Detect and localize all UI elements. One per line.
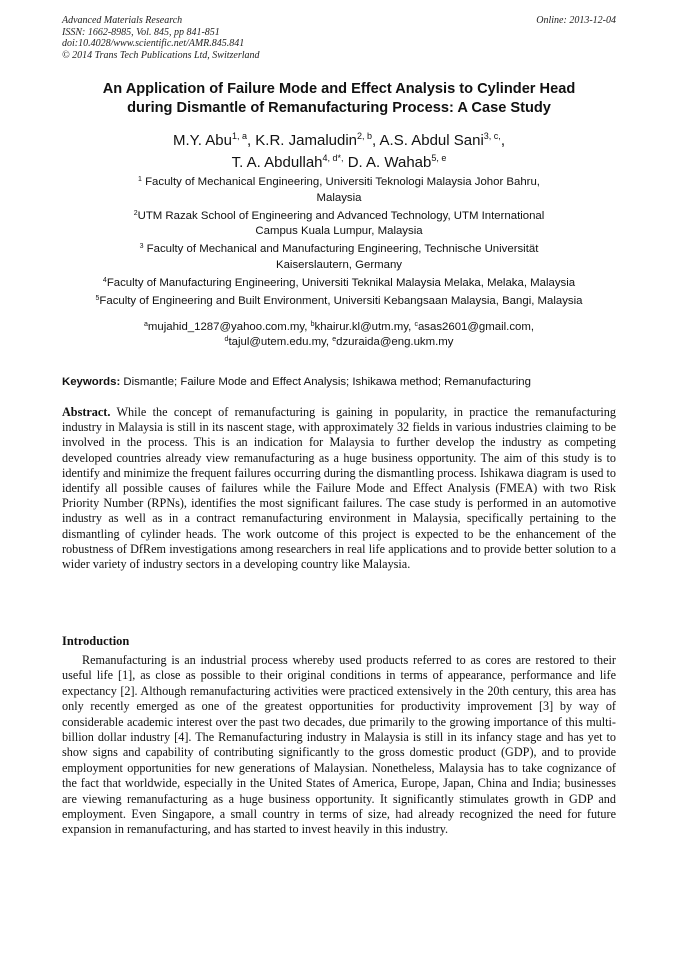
introduction-heading: Introduction [62, 634, 130, 648]
abstract [62, 405, 616, 572]
author-affil-sup: 2, b [357, 131, 373, 141]
affiliation-5 [62, 294, 616, 310]
affiliation-sup: 5 [95, 294, 100, 302]
affiliation-sup: 3 [139, 243, 144, 250]
journal-name: Advanced Materials Research [62, 15, 183, 26]
email-e[interactable]: dzuraida@eng.ukm.my [336, 336, 454, 348]
email-sup-e: e [332, 336, 337, 343]
introduction-paragraph: Remanufacturing is an industrial process whereby used products referred to as cores are restored to their useful life [1], as close as possible to their original conditions in terms of appearance, performance and life expectancy [2]. Although remanufacturing activities were practiced extensively in the 20th century, this area has only recently emerged as one of the greatest opportunities for productivity improvement [3] by way of considerable academic interest over the past two decades, due primarily to the growing importance of this multi-billion dollar industry [4]. The Remanufacturing industry in Malaysia is still in its infancy stage and has yet to show signs and capability of contributing significantly to the gross domestic product (GDP), and to provide employment opportunities for new generations of Malaysian. Nonetheless, Malaysia has to take cognizance of the fact that worldwide, especially in the United States of America, Europe, Japan, China and India; businesses are viewing remanufacturing as a huge business opportunity. It significantly stimulates growth in GDP and employment. Even Singapore, a small country in terms of size, had already recognized the need for future expansion in remanufacturing, and has started to invest heavily in this industry. [62, 653, 616, 837]
author-separator: , [372, 132, 380, 149]
journal-header [62, 15, 260, 61]
affiliation-sup: 1 [138, 176, 142, 183]
keywords-text: Dismantle; Failure Mode and Effect Analysis; Ishikawa method; Remanufacturing [120, 376, 531, 388]
affiliation-sup: 2 [133, 209, 138, 217]
email-line-1 [62, 320, 616, 335]
affiliation-sup: 4 [102, 276, 107, 284]
email-sup-a: a [144, 321, 148, 328]
author-line-1 [62, 130, 616, 152]
author-name: K.R. Jamaludin [255, 132, 358, 149]
abstract-text: While the concept of remanufacturing is gaining in popularity, in practice the remanufacturing industry in Malaysia is still in its nascent stage, with approximately 32 fields in various industries claiming to be involved in the process. This is an indication for Malaysia to further develop the industry as competing developed countries already view remanufacturing as a huge business opportunity. The aim of this study is to identify and minimize the frequent failures occurring during the dismantling process. Ishikawa diagram is used to identify all possible causes of failures while the Failure Mode and Effect Analysis (FMEA) with two Risk Priority Number (RPNs), identifies the most significant failures. The case study is performed in an automotive industry as well as in a contract remanufacturing environment in Malaysia, specifically pertaining to the dismantling of cylinder heads. The work outcome of this project is expected to be the enhancement of the robustness of DfRem investigations among researchers in real life applications and to provide better solution to a wider variety of industry sectors in a developing country like Malaysia. [62, 405, 616, 572]
email-a[interactable]: mujahid_1287@yahoo.com.my, [147, 321, 311, 333]
email-sup-b: b [310, 321, 315, 328]
author-list [62, 130, 616, 174]
affiliation-text: Faculty of Manufacturing Engineering, Universiti Teknikal Malaysia Melaka, Melaka, Malaysia [106, 276, 576, 289]
affiliation-list [62, 175, 616, 312]
author-separator: , [500, 132, 505, 149]
online-date: Online: 2013-12-04 [536, 15, 616, 26]
email-sup-d: d [224, 336, 229, 343]
author-affil-sup: 5, e [431, 153, 447, 163]
author-affil-sup: 1, a [231, 131, 247, 141]
author-affil-sup: 3, c, [483, 131, 501, 141]
paper-title-line-2: during Dismantle of Remanufacturing Process: A Case Study [127, 100, 551, 116]
affiliation-text: UTM Razak School of Engineering and Advanced Technology, UTM International [137, 209, 545, 222]
email-d[interactable]: tajul@utem.edu.my, [228, 336, 333, 348]
email-list [62, 320, 616, 350]
paper-title-line-1: An Application of Failure Mode and Effect Analysis to Cylinder Head [102, 81, 576, 97]
affiliation-1 [62, 175, 616, 206]
keywords-label: Keywords: [62, 376, 121, 388]
journal-issn: ISSN: 1662-8985, Vol. 845, pp 841-851 [62, 26, 220, 38]
affiliation-3 [62, 242, 616, 273]
email-c[interactable]: asas2601@gmail.com, [417, 321, 534, 333]
keywords [62, 375, 616, 390]
affiliation-text: Faculty of Engineering and Built Environment, Universiti Kebangsaan Malaysia, Bangi, Malaysia [99, 294, 583, 307]
author-line-2 [62, 152, 616, 174]
affiliation-text: Faculty of Mechanical and Manufacturing Engineering, Technische Universität [143, 243, 539, 255]
journal-copyright: © 2014 Trans Tech Publications Ltd, Switzerland [62, 49, 260, 61]
affiliation-text-cont: Malaysia [316, 191, 362, 204]
author-name: T. A. Abdullah [231, 154, 323, 171]
journal-doi: doi:10.4028/www.scientific.net/AMR.845.841 [62, 38, 245, 50]
email-sup-c: c [414, 321, 418, 328]
affiliation-4 [62, 276, 616, 292]
author-name: M.Y. Abu [173, 132, 232, 149]
affiliation-text: Faculty of Mechanical Engineering, Universiti Teknologi Malaysia Johor Bahru, [141, 176, 540, 188]
affiliation-2 [62, 209, 616, 240]
author-separator: , [246, 132, 256, 149]
affiliation-text-cont: Campus Kuala Lumpur, Malaysia [255, 225, 423, 237]
paper-title [62, 80, 616, 118]
author-affil-sup: 4, d*, [322, 153, 344, 163]
author-name: D. A. Wahab [347, 154, 432, 171]
affiliation-text-cont: Kaiserslautern, Germany [276, 258, 402, 271]
email-line-2 [62, 335, 616, 350]
abstract-label: Abstract. [62, 405, 111, 419]
author-name: A.S. Abdul Sani [379, 132, 484, 149]
email-b[interactable]: khairur.kl@utm.my, [314, 321, 415, 333]
